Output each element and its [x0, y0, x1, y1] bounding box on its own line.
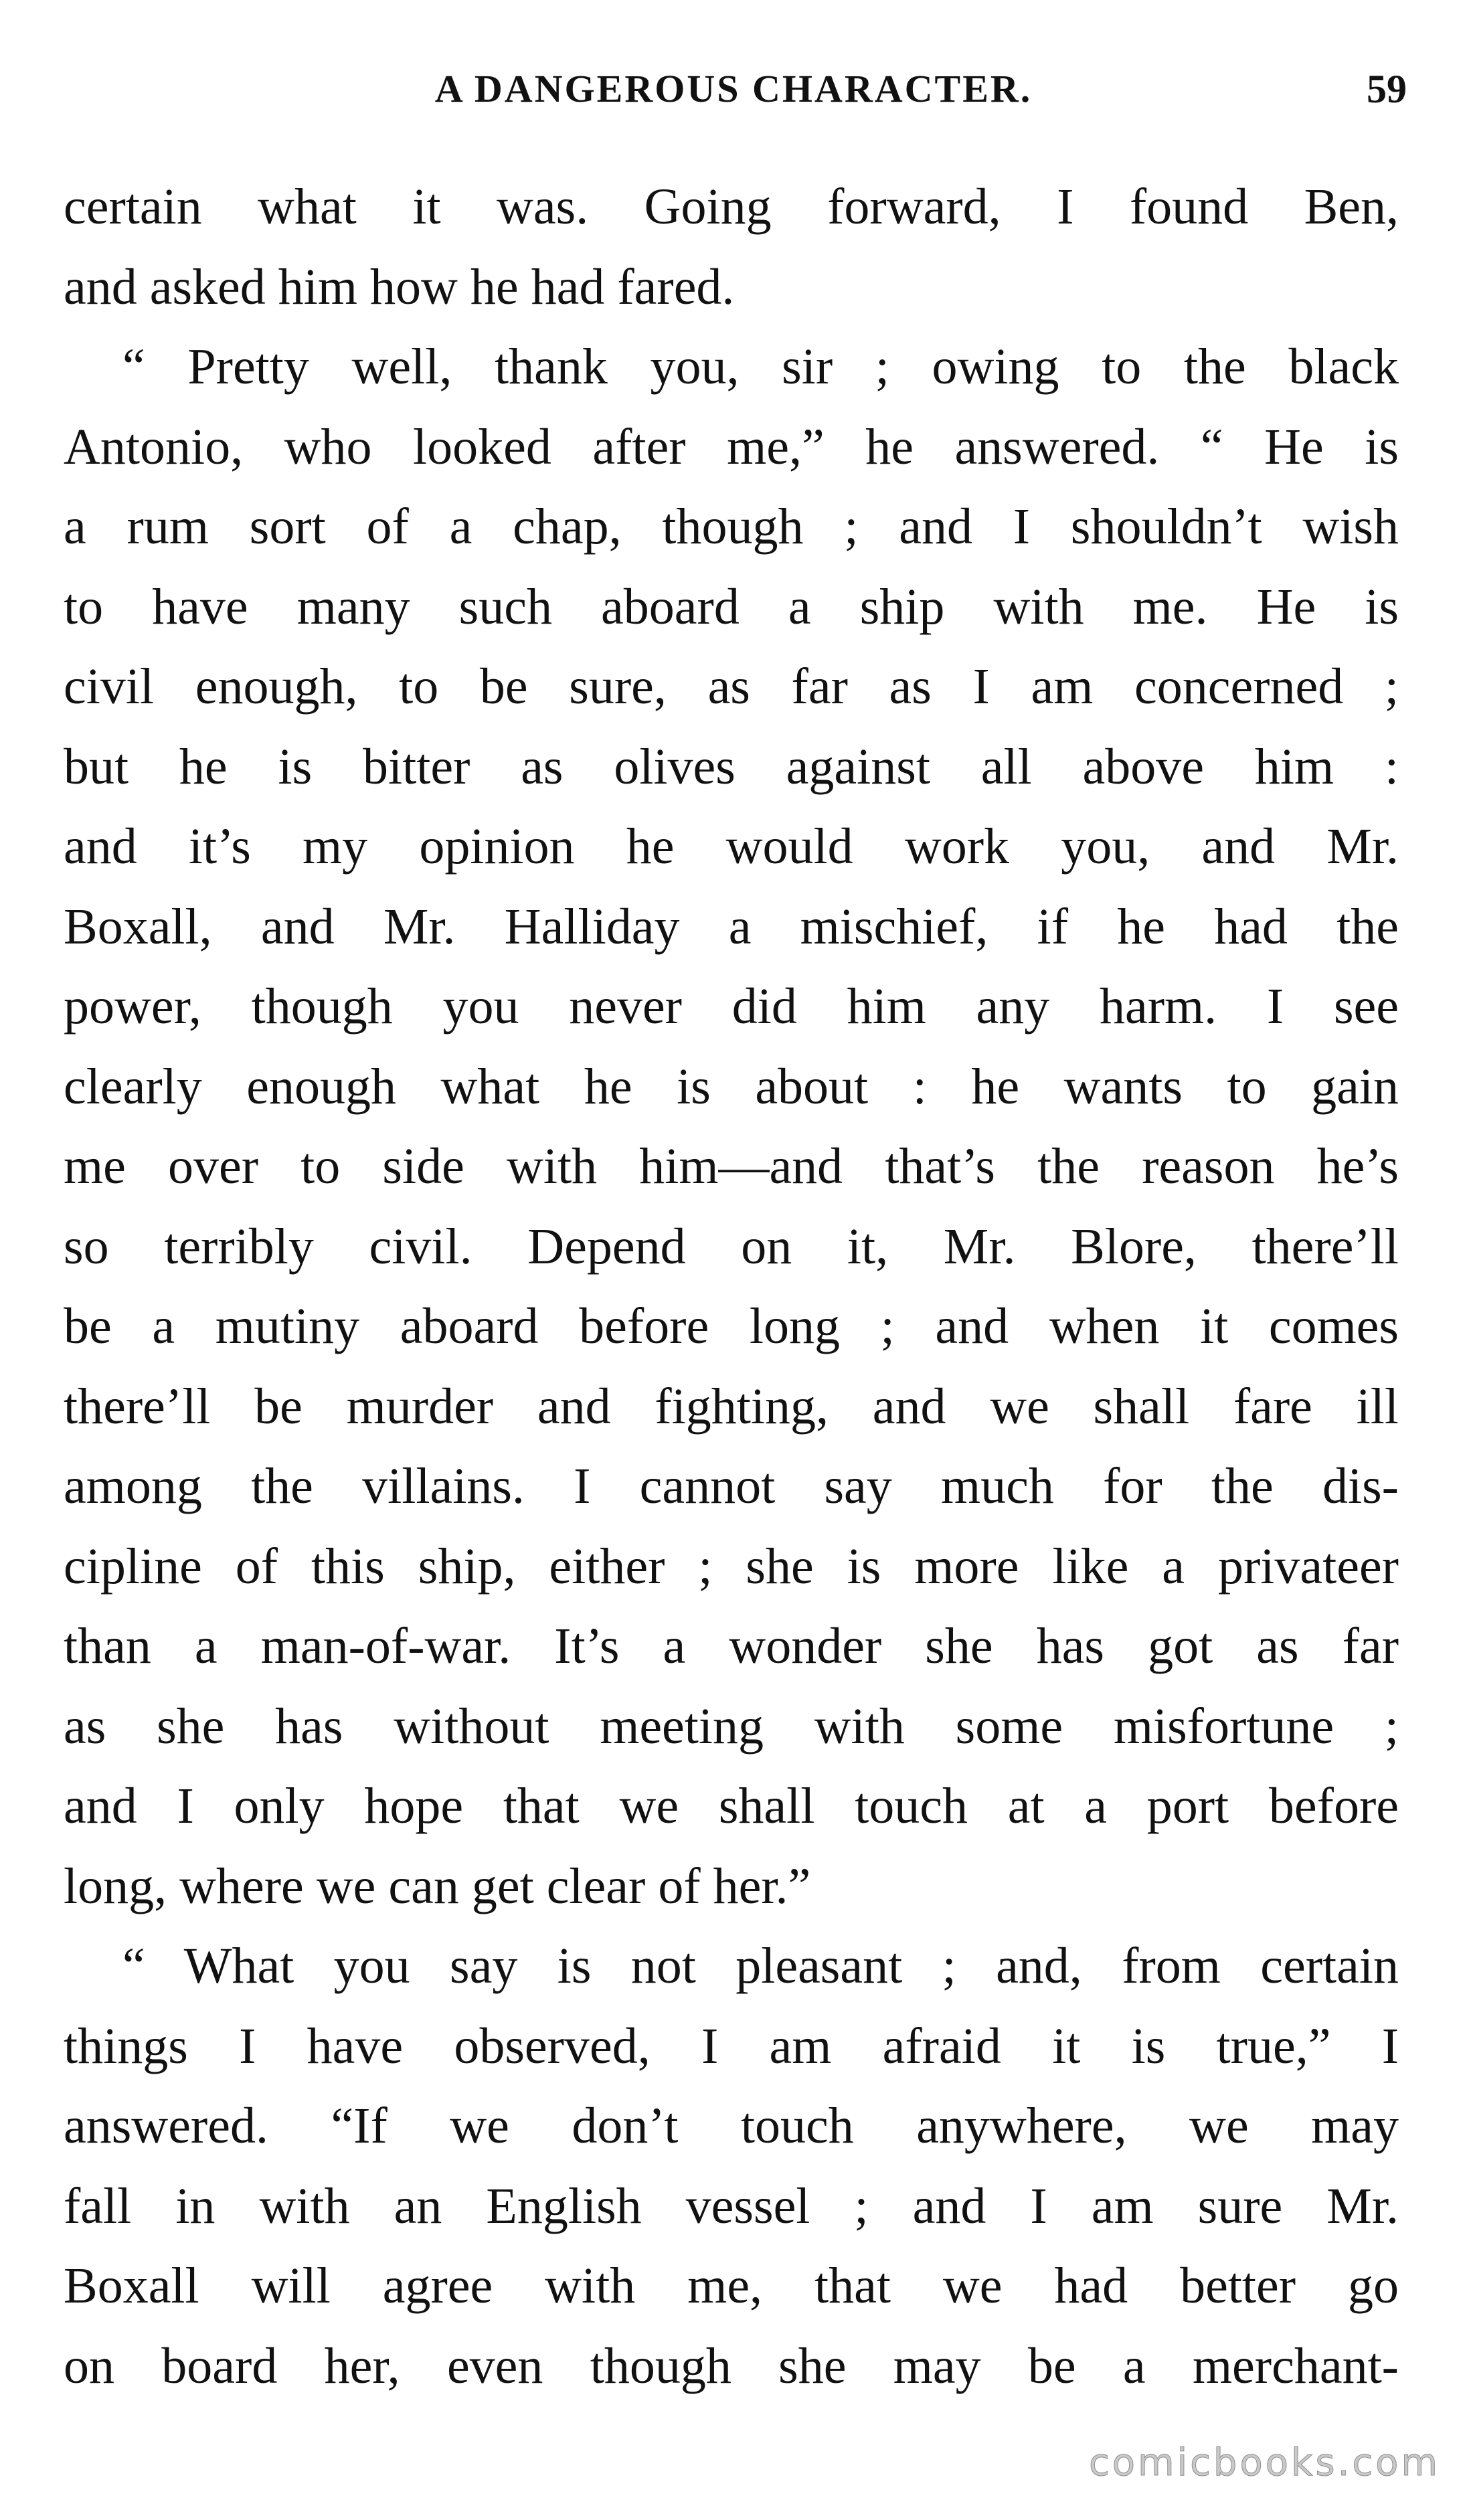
text-line: but he is bitter as olives against all above him : [64, 738, 1399, 795]
text-line: as she has without meeting with some misfortune ; [64, 1698, 1399, 1754]
body-text [64, 167, 1399, 2406]
text-line: things I have observed, I am afraid it is true,” I [64, 2017, 1399, 2074]
page-number: 59 [1367, 67, 1407, 111]
text-line: so terribly civil. Depend on it, Mr. Blore, there’ll [64, 1218, 1399, 1275]
text-line: than a man-of-war. It’s a wonder she has got as far [64, 1618, 1399, 1674]
watermark: comicbooks.com [1088, 2441, 1440, 2485]
text-line: civil enough, to be sure, as far as I am concerned ; [64, 658, 1399, 715]
text-line: cipline of this ship, either ; she is more like a privateer [64, 1538, 1399, 1595]
text-line: Antonio, who looked after me,” he answered. “ He is [64, 418, 1399, 475]
text-line: a rum sort of a chap, though ; and I shouldn’t wish [64, 499, 1399, 555]
text-line: on board her, even though she may be a merchant- [64, 2337, 1399, 2394]
text-line: “ Pretty well, thank you, sir ; owing to the black [122, 339, 1399, 395]
text-line: “ What you say is not pleasant ; and, from certain [122, 1938, 1399, 1994]
text-line: power, though you never did him any harm. I see [64, 978, 1399, 1034]
running-title: A DANGEROUS CHARACTER. [434, 67, 1033, 110]
text-line: answered. “If we don’t touch anywhere, we may [64, 2098, 1399, 2154]
text-line: to have many such aboard a ship with me. He is [64, 578, 1399, 635]
text-line: clearly enough what he is about : he wants to gain [64, 1058, 1399, 1115]
text-line: Boxall, and Mr. Halliday a mischief, if he had the [64, 898, 1399, 955]
text-line: fall in with an English vessel ; and I am sure Mr. [64, 2177, 1399, 2234]
running-head [0, 59, 1467, 119]
text-line: long, where we can get clear of her.” [64, 1858, 811, 1914]
text-line: certain what it was. Going forward, I found Ben, [64, 179, 1399, 235]
text-line: me over to side with him—and that’s the reason he’s [64, 1138, 1399, 1194]
text-line: Boxall will agree with me, that we had better go [64, 2258, 1399, 2314]
text-line: and I only hope that we shall touch at a port before [64, 1778, 1399, 1834]
text-line: and asked him how he had fared. [64, 258, 735, 315]
text-line: and it’s my opinion he would work you, and Mr. [64, 818, 1399, 875]
text-line: there’ll be murder and fighting, and we shall fare ill [64, 1378, 1399, 1435]
text-line: be a mutiny aboard before long ; and when it comes [64, 1298, 1399, 1354]
text-line: among the villains. I cannot say much for the dis- [64, 1458, 1399, 1514]
